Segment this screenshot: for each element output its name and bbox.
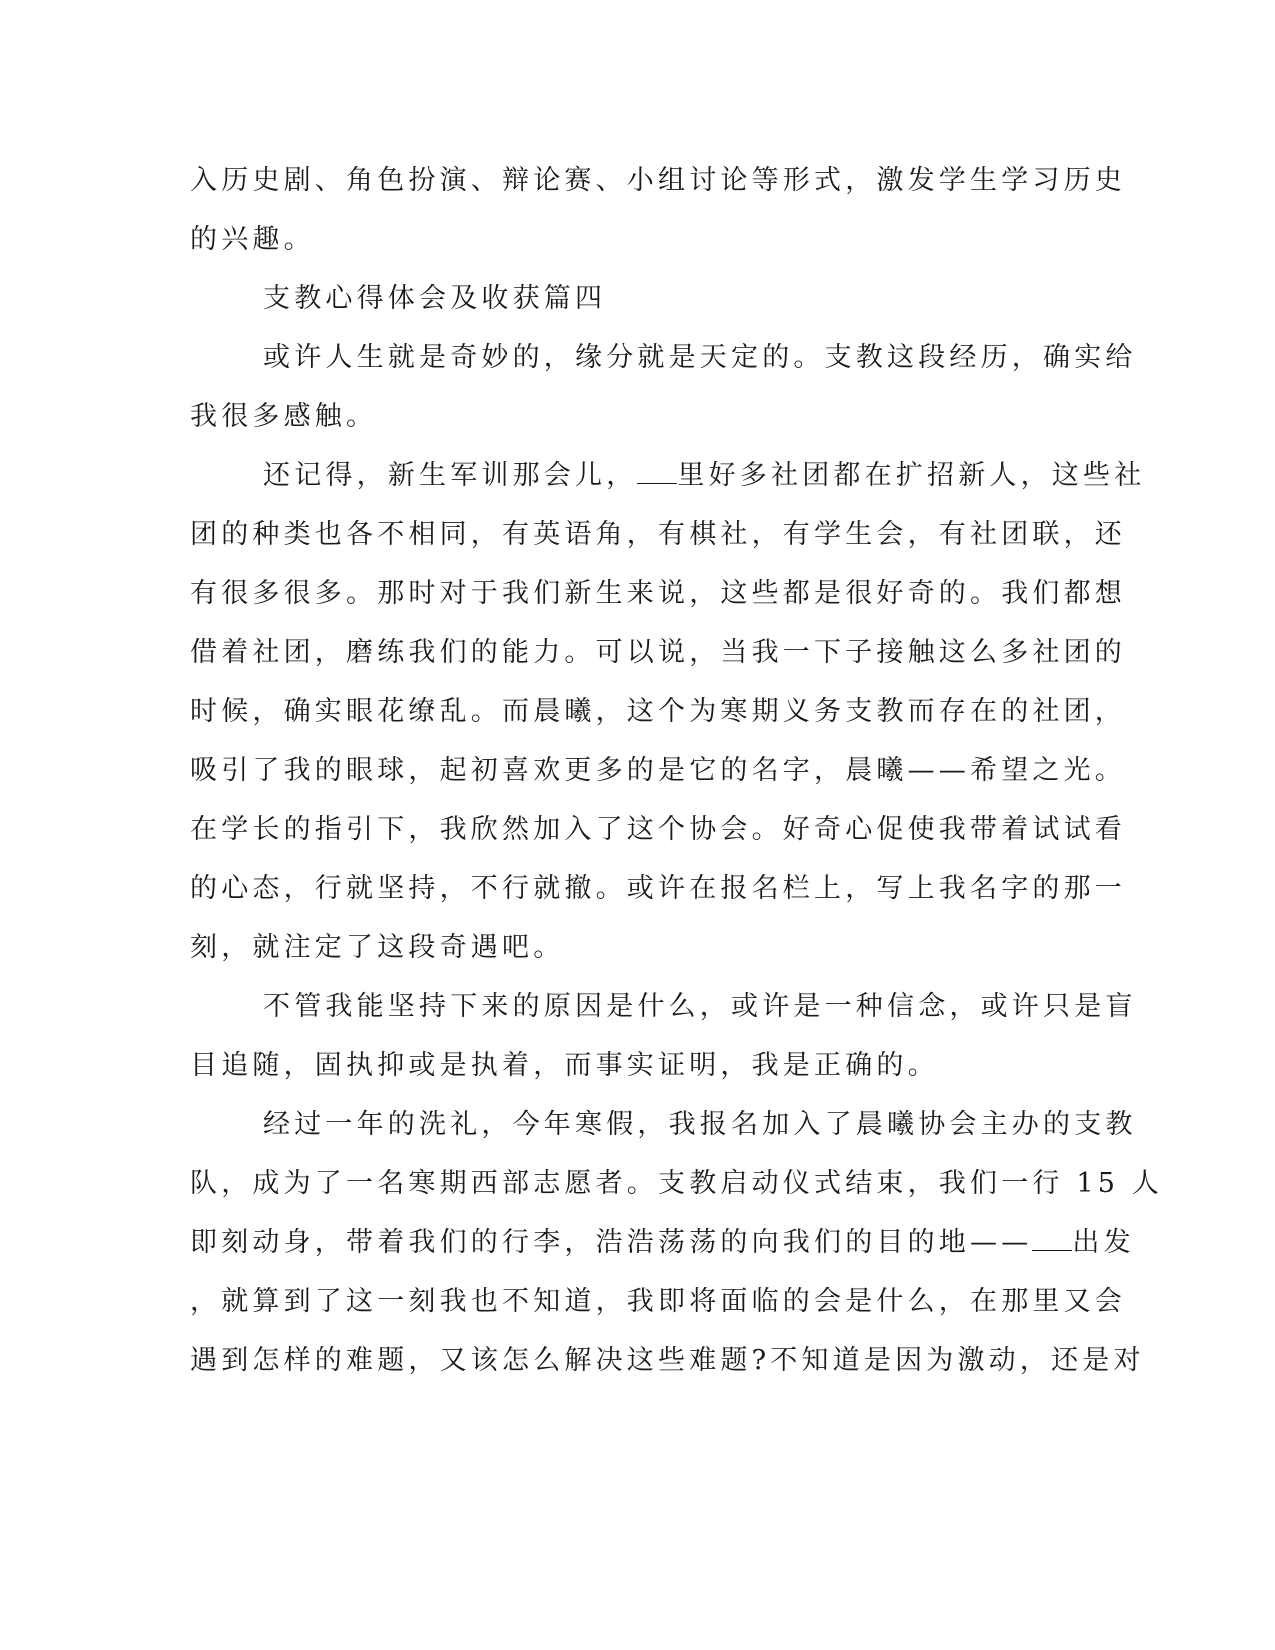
paragraph-line: 时候，确实眼花缭乱。而晨曦，这个为寒期义务支教而存在的社团， [190, 696, 1126, 727]
paragraph-line: 借着社团，磨练我们的能力。可以说，当我一下子接触这么多社团的 [190, 637, 1126, 668]
paragraph-line [190, 1225, 1135, 1261]
paragraph-line: 遇到怎样的难题，又该怎么解决这些难题?不知道是因为激动，还是对 [190, 1345, 1145, 1376]
section-heading: 支教心得体会及收获篇四 [263, 283, 607, 314]
line-text-start: 还记得，新生军训那会儿， [263, 460, 638, 491]
paragraph-line: 我很多感触。 [190, 401, 378, 432]
paragraph-line: 入历史剧、角色扮演、辩论赛、小组讨论等形式，激发学生学习历史 [190, 165, 1126, 196]
line-text-start: 即刻动身，带着我们的行李，浩浩荡荡的向我们的目的地—— [190, 1227, 1033, 1258]
paragraph-line [263, 458, 1163, 494]
paragraph-line: 有很多很多。那时对于我们新生来说，这些都是很好奇的。我们都想 [190, 578, 1126, 609]
blank-underline [1032, 1226, 1072, 1251]
paragraph-line: 的兴趣。 [190, 224, 315, 255]
paragraph-line: 在学长的指引下，我欣然加入了这个协会。好奇心促使我带着试试看 [190, 814, 1126, 845]
paragraph-line: 目追随，固执抑或是执着，而事实证明，我是正确的。 [190, 1050, 939, 1081]
paragraph-line: 不管我能坚持下来的原因是什么，或许是一种信念，或许只是盲 [263, 991, 1137, 1022]
blank-underline [637, 459, 677, 484]
paragraph-line: 的心态，行就坚持，不行就撤。或许在报名栏上，写上我名字的那一 [190, 873, 1126, 904]
line-text-end: 出发 [1072, 1227, 1135, 1258]
line-text-end: 里好多社团都在扩招新人，这些社 [677, 460, 1146, 491]
paragraph-line: 团的种类也各不相同，有英语角，有棋社，有学生会，有社团联，还 [190, 519, 1126, 550]
paragraph-line: 队，成为了一名寒期西部志愿者。支教启动仪式结束，我们一行 15 人 [190, 1168, 1164, 1199]
paragraph-line: 吸引了我的眼球，起初喜欢更多的是它的名字，晨曦——希望之光。 [190, 755, 1126, 786]
paragraph-line: 刻，就注定了这段奇遇吧。 [190, 932, 565, 963]
paragraph-line: ，就算到了这一刻我也不知道，我即将面临的会是什么，在那里又会 [190, 1286, 1126, 1317]
paragraph-line: 或许人生就是奇妙的，缘分就是天定的。支教这段经历，确实给 [263, 342, 1137, 373]
paragraph-line: 经过一年的洗礼，今年寒假，我报名加入了晨曦协会主办的支教 [263, 1109, 1137, 1140]
